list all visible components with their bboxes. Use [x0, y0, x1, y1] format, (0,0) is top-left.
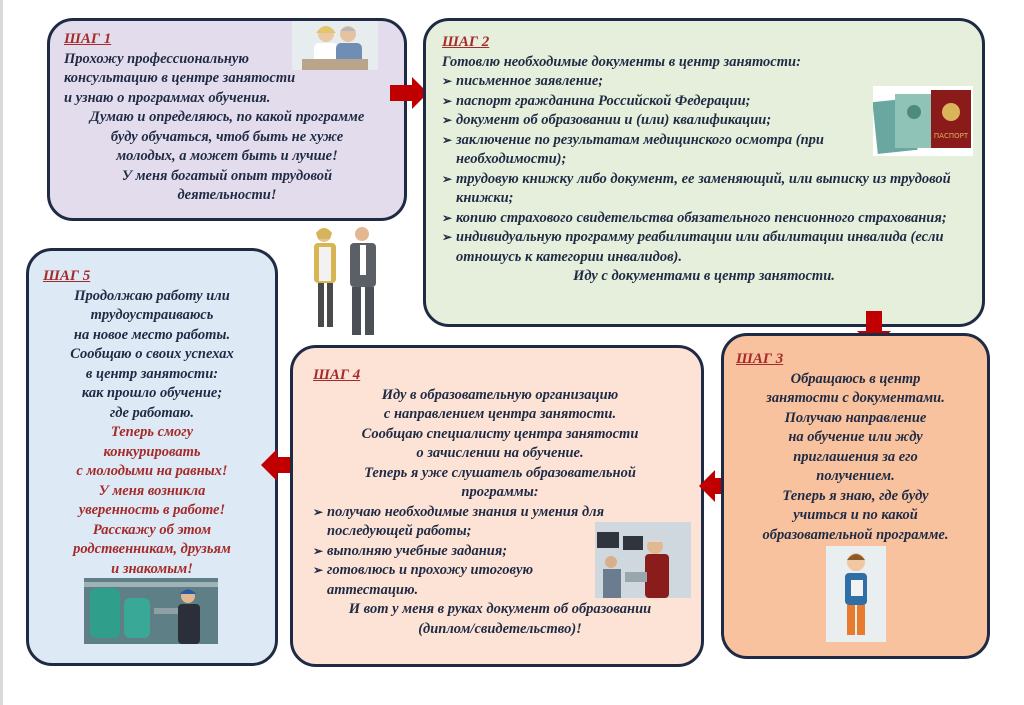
step3-line: занятости с документами. [766, 390, 945, 406]
step1-line: У меня богатый опыт трудовой [121, 167, 333, 184]
list-item: ➢ письменное заявление; [442, 72, 966, 92]
step4-line: с направлением центра занятости. [383, 406, 617, 422]
step3-line: Теперь я знаю, где буду [782, 487, 929, 504]
worker-at-pumps-photo-icon [84, 578, 218, 644]
step3-line: приглашения за его [793, 448, 918, 465]
page-edge [0, 0, 3, 705]
step3-line: учиться и по какой [793, 507, 918, 523]
list-item: ➢ заключение по результатам медицинского осмотра (при необходимости); [442, 131, 966, 170]
step2-title: ШАГ 2 [442, 34, 490, 50]
list-item: ➢ трудовую книжку либо документ, ее заменяющий, или выписку из трудовой книжки; [442, 170, 966, 209]
walking-couple-photo-icon [300, 223, 392, 343]
step5-line: где работаю. [109, 404, 195, 421]
list-item: ➢ готовлюсь и прохожу итоговую аттестацию. [313, 561, 575, 600]
step5-red-line: с молодыми на равных! [76, 463, 228, 479]
step3-line: получением. [816, 468, 895, 484]
step4-footer: И вот у меня в руках документ об образовании [348, 601, 652, 617]
step5-red-line: уверенность в работе! [78, 502, 226, 518]
step5-red-line: У меня возникла [98, 482, 206, 499]
arrow-step2-to-step3 [866, 311, 882, 331]
list-item: ➢ получаю необходимые знания и умения для последующей работы; [313, 503, 687, 542]
step1-title: ШАГ 1 [64, 31, 112, 47]
step5-line: на новое место работы. [73, 326, 231, 343]
step2-box [423, 18, 985, 327]
step4-line: Теперь я уже слушатель образовательной [364, 464, 636, 481]
step4-box [290, 345, 704, 667]
step5-red-line: Теперь смогу [110, 424, 194, 440]
list-item: ➢ документ об образовании и (или) квалификации; [442, 111, 966, 131]
step4-line: Сообщаю специалисту центра занятости [361, 425, 639, 442]
step5-red-line: конкурировать [103, 443, 201, 460]
step3-line: образовательной программе. [762, 526, 949, 543]
elderly-couple-photo-icon [292, 21, 378, 70]
step5-line: как прошло обучение; [81, 385, 223, 401]
step5-title: ШАГ 5 [43, 268, 91, 284]
step5-line: Продолжаю работу или [74, 287, 230, 304]
list-item: ➢ копию страхового свидетельства обязательного пенсионного страхования; [442, 209, 966, 229]
list-item: ➢ выполняю учебные задания; [313, 542, 575, 562]
step1-line: деятельности! [177, 187, 277, 203]
step4-line: программы: [461, 484, 539, 500]
step1-line: буду обучаться, чтоб быть не хуже [110, 128, 344, 145]
step4-title: ШАГ 4 [313, 367, 361, 383]
step1-line: Думаю и определяюсь, по какой программе [89, 109, 365, 125]
step3-line: Обращаюсь в центр [790, 370, 921, 387]
step3-title: ШАГ 3 [736, 351, 784, 367]
step5-red-line: и знакомым! [111, 560, 193, 577]
step1-line: молодых, а может быть и лучше! [116, 148, 338, 164]
step5-line: Сообщаю о своих успехах [70, 346, 234, 362]
step5-line: в центр занятости: [85, 365, 219, 382]
step4-footer: (диплом/свидетельство)! [418, 620, 582, 637]
step5-line: трудоустраиваюсь [90, 307, 214, 323]
documents-passport-photo-icon [873, 86, 973, 156]
step1-line: консультацию в центре занятости [64, 70, 296, 86]
man-with-folder-illustration-icon [826, 546, 886, 642]
list-item: ➢ индивидуальную программу реабилитации или абилитации инвалида (если отношусь к категории инвалидов). [442, 228, 966, 267]
arrow-step1-to-step2 [390, 85, 412, 101]
step2-intro: Готовлю необходимые документы в центр занятости: [442, 53, 801, 70]
step1-line: Прохожу профессиональную [64, 50, 249, 67]
step2-footer: Иду с документами в центр занятости. [573, 268, 835, 284]
step1-line: и узнаю о программах обучения. [64, 89, 271, 106]
step4-line: Иду в образовательную организацию [381, 386, 619, 403]
step4-line: о зачислении на обучение. [416, 445, 584, 461]
computer-class-photo-icon [595, 522, 691, 598]
passport-label: ПАСПОРТ [933, 132, 969, 140]
step3-line: Получаю направление [784, 409, 927, 426]
step3-line: на обучение или жду [788, 429, 923, 445]
step5-red-line: Расскажу об этом [92, 521, 212, 538]
list-item: ➢ паспорт гражданина Российской Федерации; [442, 92, 966, 112]
step5-red-line: родственникам, друзьям [73, 541, 231, 557]
